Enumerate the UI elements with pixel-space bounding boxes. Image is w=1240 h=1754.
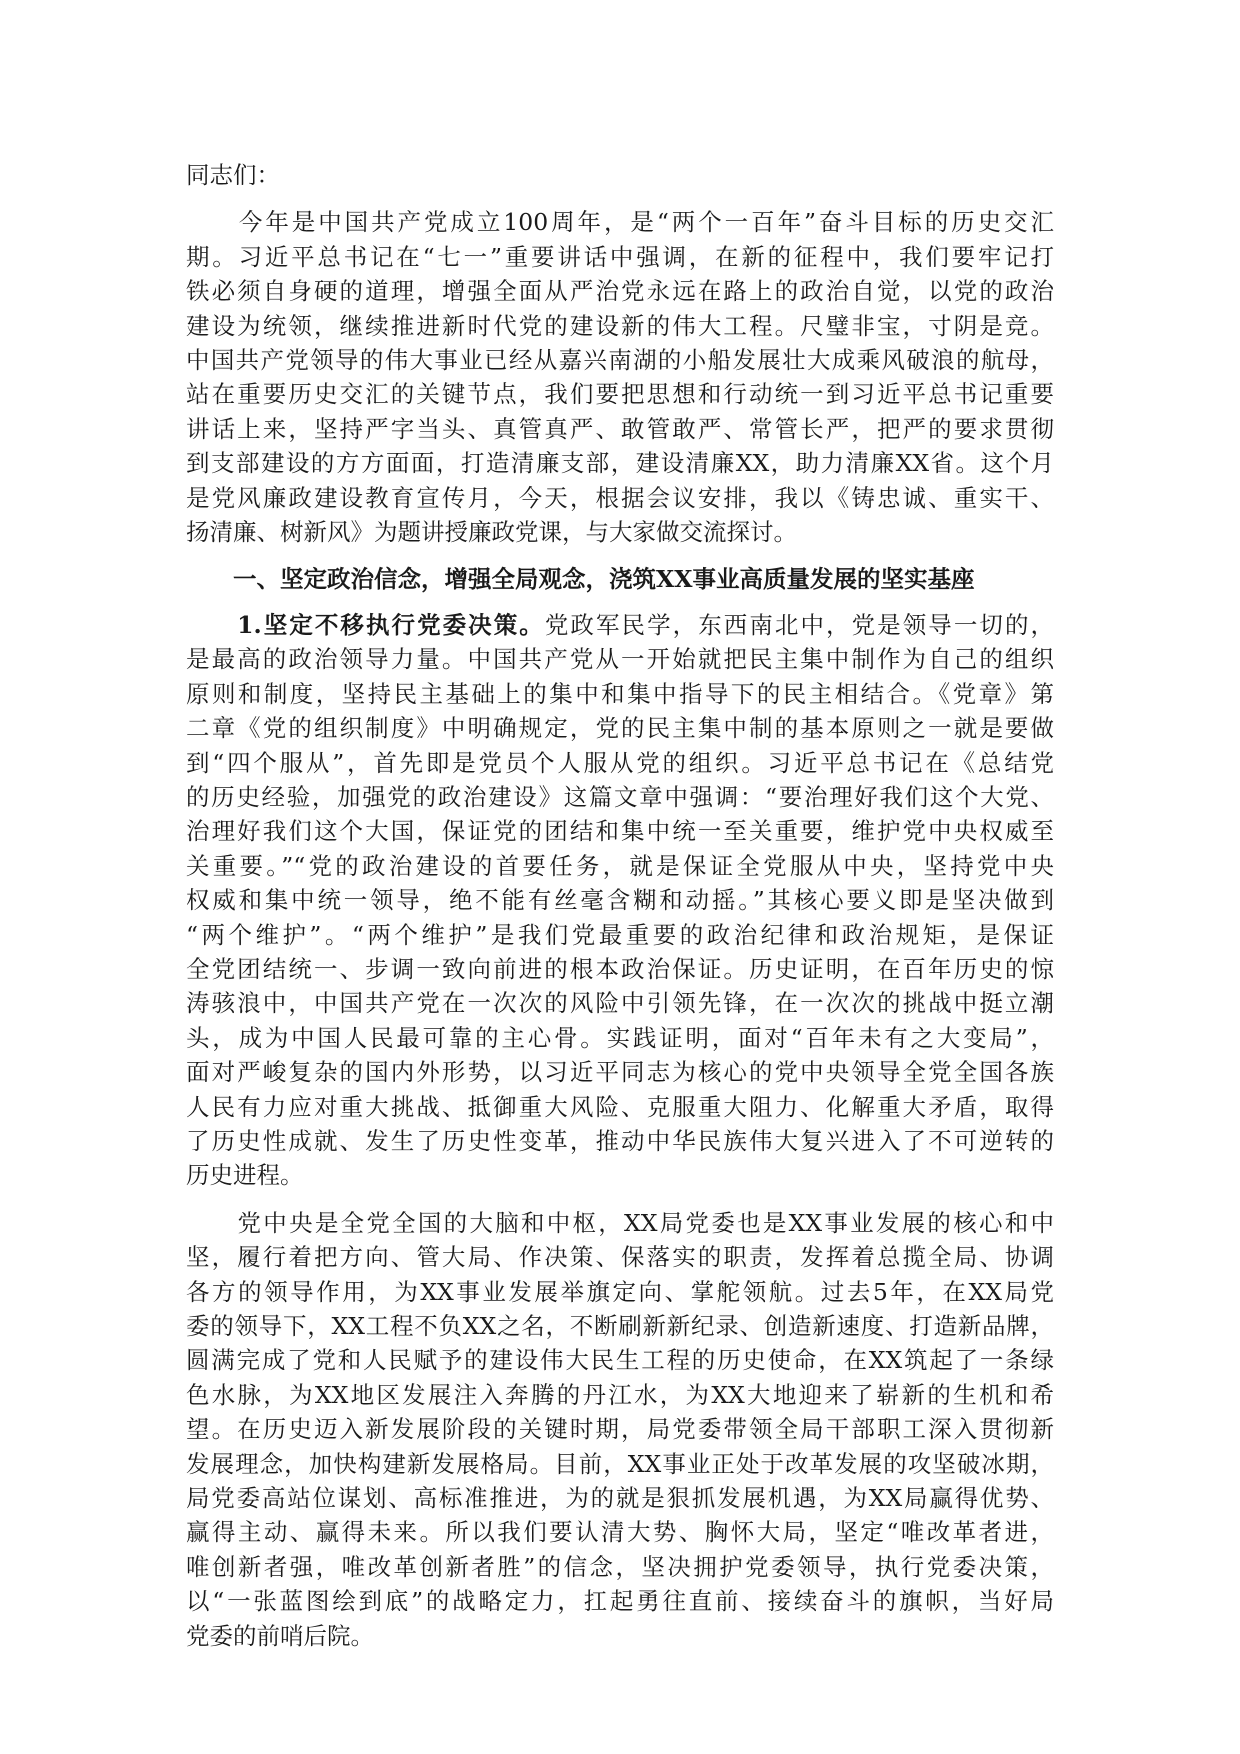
paragraph-line: 面对严峻复杂的国内外形势，以习近平同志为核心的党中央领导全党全国各族 [186,1058,1054,1087]
paragraph-line: 涛骇浪中，中国共产党在一次次的风险中引领先锋，在一次次的挑战中挺立潮 [186,989,1054,1018]
paragraph-line: 讲话上来，坚持严字当头、真管真严、敢管敢严、常管长严，把严的要求贯彻 [186,414,1054,443]
paragraph-line: 党中央是全党全国的大脑和中枢，XX局党委也是XX事业发展的核心和中 [186,1208,1054,1237]
paragraph-line: 各方的领导作用，为XX事业发展举旗定向、掌舵领航。过去5年，在XX局党 [186,1277,1054,1306]
document-page [186,158,1054,1666]
paragraph-line: 局党委高站位谋划、高标准推进，为的就是狠抓发展机遇，为XX局赢得优势、 [186,1484,1054,1513]
paragraph-line: 唯创新者强，唯改革创新者胜”的信念，坚决拥护党委领导，执行党委决策， [186,1552,1054,1581]
paragraph-line: 是最高的政治领导力量。中国共产党从一开始就把民主集中制作为自己的组织 [186,645,1054,674]
paragraph-intro [186,205,1054,549]
paragraph-line: 人民有力应对重大挑战、抵御重大风险、克服重大阻力、化解重大矛盾，取得 [186,1092,1054,1121]
paragraph-line: 站在重要历史交汇的关键节点，我们要把思想和行动统一到习近平总书记重要 [186,380,1054,409]
paragraph-line: 扬清廉、树新风》为题讲授廉政党课，与大家做交流探讨。 [186,518,797,547]
paragraph-line: 铁必须自身硬的道理，增强全面从严治党永远在路上的政治自觉，以党的政治 [186,277,1054,306]
paragraph-line: 到支部建设的方方面面，打造清廉支部，建设清廉XX，助力清廉XX省。这个月 [186,449,1054,478]
paragraph-line: 望。在历史迈入新发展阶段的关键时期，局党委带领全局干部职工深入贯彻新 [186,1415,1054,1444]
paragraph-line: 党委的前哨后院。 [186,1621,374,1650]
paragraph-line: 色水脉，为XX地区发展注入奔腾的丹江水，为XX大地迎来了崭新的生机和希 [186,1380,1054,1409]
section-heading: 一、坚定政治信念，增强全局观念，浇筑XX事业高质量发展的坚实基座 [186,565,975,594]
paragraph-line: 头，成为中国人民最可靠的主心骨。实践证明，面对“百年未有之大变局”， [186,1023,1054,1052]
paragraph-line: 建设为统领，继续推进新时代党的建设新的伟大工程。尺璧非宝，寸阴是竞。 [186,311,1054,340]
subheading-lead: 1.坚定不移执行党委决策。 [186,610,545,639]
paragraph-line: 权威和集中统一领导，绝不能有丝毫含糊和动摇。”其核心要义即是坚决做到 [186,886,1054,915]
paragraph-line: 发展理念，加快构建新发展格局。目前，XX事业正处于改革发展的攻坚破冰期， [186,1449,1054,1478]
paragraph-line: 二章《党的组织制度》中明确规定，党的民主集中制的基本原则之一就是要做 [186,714,1054,743]
paragraph-line: 圆满完成了党和人民赋予的建设伟大民生工程的历史使命，在XX筑起了一条绿 [186,1346,1054,1375]
paragraph-line: 以“一张蓝图绘到底”的战略定力，扛起勇往直前、接续奋斗的旗帜，当好局 [186,1587,1054,1616]
paragraph-central-committee [186,1206,1054,1653]
paragraph-line: 的历史经验，加强党的政治建设》这篇文章中强调：“要治理好我们这个大党、 [186,782,1054,811]
paragraph-line: 治理好我们这个大国，保证党的团结和集中统一至关重要，维护党中央权威至 [186,817,1054,846]
paragraph-line: 是党风廉政建设教育宣传月，今天，根据会议安排，我以《铸忠诚、重实干、 [186,483,1054,512]
paragraph-line: 关重要。”“党的政治建设的首要任务，就是保证全党服从中央，坚持党中央 [186,851,1054,880]
paragraph-line [186,608,1054,642]
paragraph-line: 历史进程。 [186,1161,304,1190]
paragraph-line: 中国共产党领导的伟大事业已经从嘉兴南湖的小船发展壮大成乘风破浪的航母， [186,346,1054,375]
paragraph-line: 到“四个服从”，首先即是党员个人服从党的组织。习近平总书记在《总结党 [186,748,1054,777]
paragraph-line: 了历史性成就、发生了历史性变革，推动中华民族伟大复兴进入了不可逆转的 [186,1126,1054,1155]
salutation: 同志们： [186,161,280,189]
paragraph-line: 委的领导下，XX工程不负XX之名，不断刷新新纪录、创造新速度、打造新品牌， [186,1312,1054,1340]
paragraph-line-text: 党政军民学，东西南北中，党是领导一切的， [544,610,1054,639]
paragraph-party-decision [186,608,1054,1193]
paragraph-line: 坚，履行着把方向、管大局、作决策、保落实的职责，发挥着总揽全局、协调 [186,1243,1054,1272]
paragraph-line: 全党团结统一、步调一致向前进的根本政治保证。历史证明，在百年历史的惊 [186,954,1054,983]
paragraph-line: 赢得主动、赢得未来。所以我们要认清大势、胸怀大局，坚定“唯改革者进， [186,1518,1054,1547]
paragraph-line: 期。习近平总书记在“七一”重要讲话中强调，在新的征程中，我们要牢记打 [186,242,1054,271]
paragraph-line: 原则和制度，坚持民主基础上的集中和集中指导下的民主相结合。《党章》第 [186,679,1054,708]
paragraph-line: “两个维护”。“两个维护”是我们党最重要的政治纪律和政治规矩，是保证 [186,920,1054,949]
paragraph-line: 今年是中国共产党成立100周年，是“两个一百年”奋斗目标的历史交汇 [186,208,1054,237]
